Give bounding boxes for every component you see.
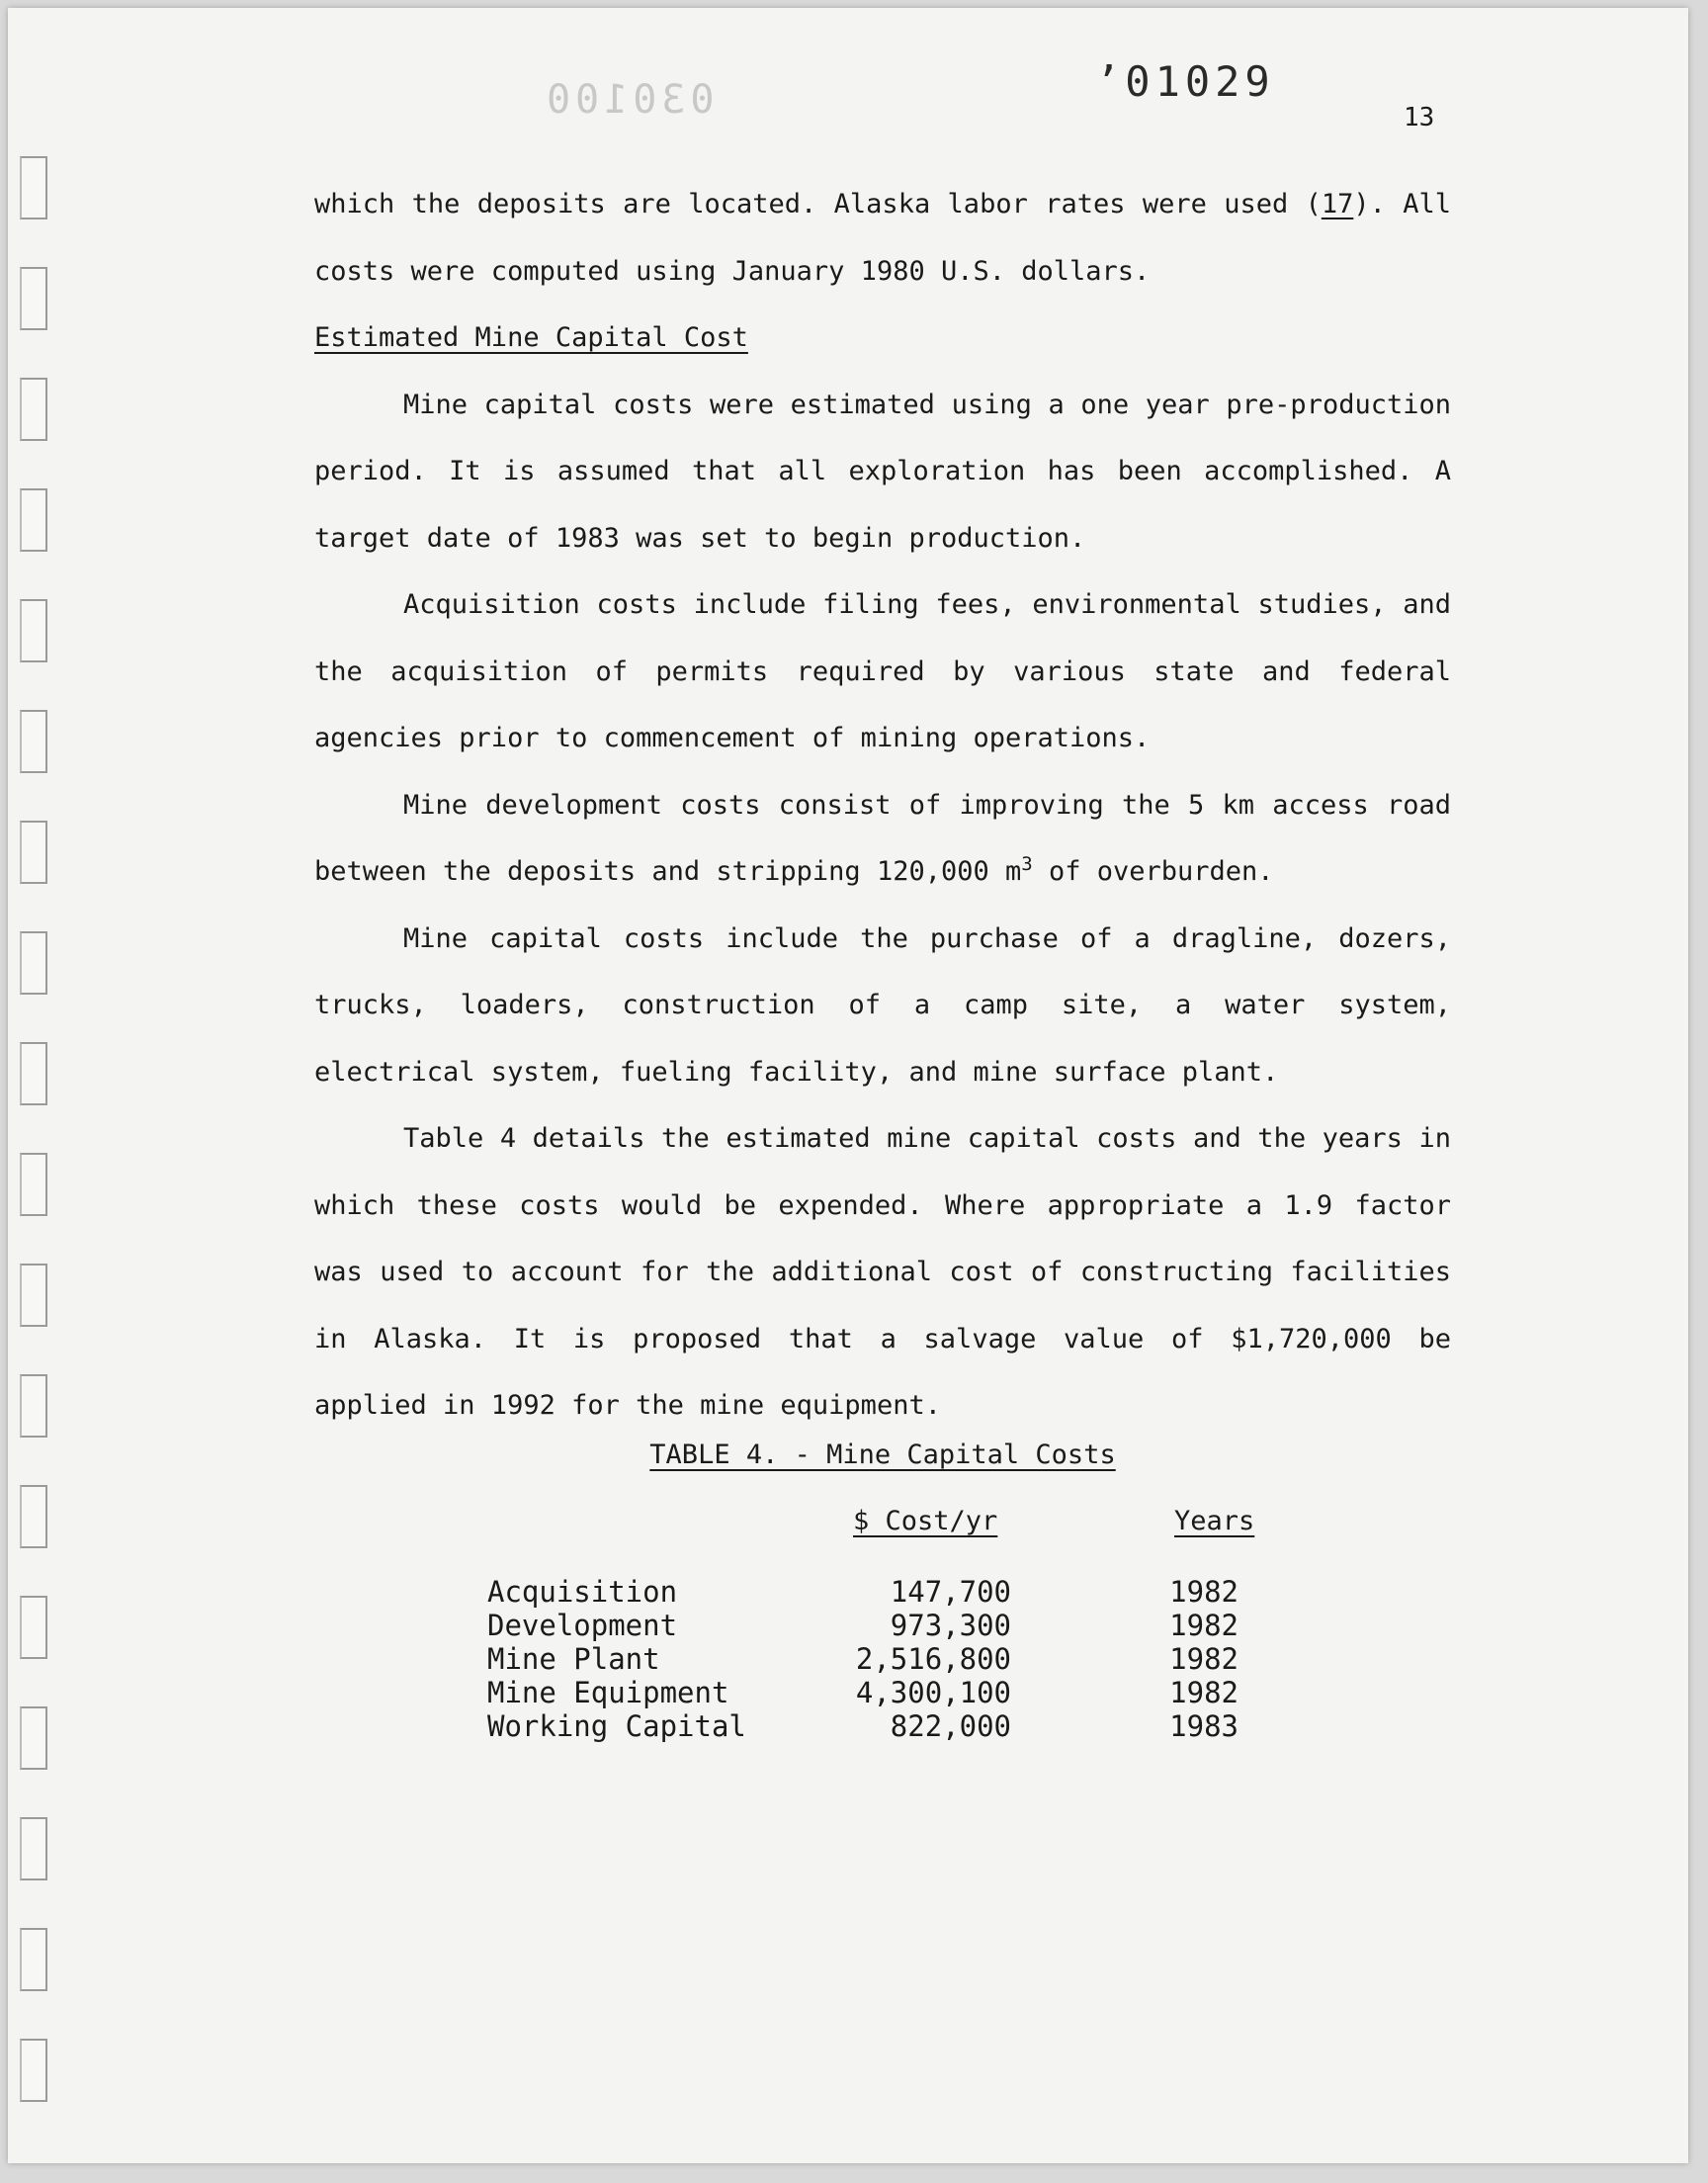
- row-cost: 4,300,100: [855, 1676, 1011, 1709]
- row-cost: 973,300: [890, 1609, 1011, 1642]
- paragraph-acquisition: Acquisition costs include filing fees, environmental studies, and the acquisition of permits required by various state and federal agencies prior to commencement of mining operations.: [314, 589, 1451, 753]
- intro-paragraph: [314, 171, 1451, 305]
- row-item: Mine Plant: [487, 1642, 660, 1676]
- binder-hole: [20, 378, 47, 441]
- table-row: [487, 1575, 1238, 1609]
- binder-hole: [20, 1928, 47, 1991]
- faint-stamp-bleedthrough: 030100: [542, 77, 715, 123]
- row-cost: 822,000: [890, 1709, 1011, 1743]
- row-year: 1982: [1169, 1676, 1238, 1709]
- column-header-years: Years: [1174, 1506, 1255, 1536]
- binder-hole: [20, 267, 47, 330]
- cost-table: [487, 1575, 1238, 1743]
- binder-hole: [20, 1042, 47, 1105]
- binder-hole: [20, 1817, 47, 1880]
- reference-citation: 17: [1321, 189, 1354, 219]
- row-item: Acquisition: [487, 1575, 678, 1609]
- row-cost: 2,516,800: [855, 1642, 1011, 1676]
- page-number: 13: [1404, 103, 1435, 132]
- column-header-cost: $ Cost/yr: [853, 1506, 998, 1536]
- development-text: Mine development costs consist of improving the 5 km access road between the deposits and stripping 120,000 m: [314, 789, 1451, 887]
- binder-hole: [20, 1596, 47, 1659]
- binder-hole: [20, 821, 47, 884]
- section-heading: Estimated Mine Capital Cost: [314, 322, 748, 353]
- row-item: Development: [487, 1609, 678, 1642]
- row-year: 1982: [1169, 1609, 1238, 1642]
- paragraph-equipment: Mine capital costs include the purchase of a dragline, dozers, trucks, loaders, construction of a camp site, a water system, electrical system, fueling facility, and mine surface plant.: [314, 922, 1451, 1088]
- binder-hole: [20, 1374, 47, 1438]
- row-year: 1983: [1169, 1709, 1238, 1743]
- table-row: [487, 1642, 1238, 1676]
- binder-hole: [20, 2039, 47, 2102]
- table-row: [487, 1709, 1238, 1743]
- row-year: 1982: [1169, 1642, 1238, 1676]
- row-item: Working Capital: [487, 1709, 746, 1743]
- binder-hole: [20, 1485, 47, 1548]
- row-year: 1982: [1169, 1575, 1238, 1609]
- development-text-end: of overburden.: [1032, 856, 1274, 887]
- paragraph-preproduction: Mine capital costs were estimated using a one year pre-production period. It is assumed that all exploration has been accomplished. A target date of 1983 was set to begin production.: [314, 389, 1451, 554]
- paragraph-development: [314, 772, 1451, 906]
- binder-hole: [20, 156, 47, 219]
- table-row: [487, 1609, 1238, 1642]
- binder-holes: [20, 156, 47, 2149]
- paragraph-table-intro: Table 4 details the estimated mine capital costs and the years in which these costs would be expended. Where appropriate a 1.9 factor was used to account for the additional cost of constructing facilities in Alaska. It is proposed that a salvage value of $1,720,000 be applied in 1992 for the mine equipment.: [314, 1123, 1451, 1421]
- binder-hole: [20, 931, 47, 995]
- binder-hole: [20, 599, 47, 662]
- document-stamp-number: ʼ01029: [1095, 57, 1275, 106]
- binder-hole: [20, 1264, 47, 1327]
- binder-hole: [20, 488, 47, 552]
- binder-hole: [20, 1153, 47, 1216]
- intro-text-part-2: ). All costs were computed using January 1980 U.S. dollars.: [314, 189, 1451, 287]
- row-item: Mine Equipment: [487, 1676, 729, 1709]
- body-text: [314, 171, 1451, 1440]
- table-row: [487, 1676, 1238, 1709]
- row-cost: 147,700: [890, 1575, 1011, 1609]
- binder-hole: [20, 1706, 47, 1770]
- intro-text-part-1: which the deposits are located. Alaska labor rates were used (: [314, 189, 1322, 219]
- table-title: TABLE 4. - Mine Capital Costs: [649, 1440, 1116, 1470]
- binder-hole: [20, 710, 47, 773]
- document-page: [8, 8, 1688, 2163]
- superscript-exponent: 3: [1021, 853, 1033, 875]
